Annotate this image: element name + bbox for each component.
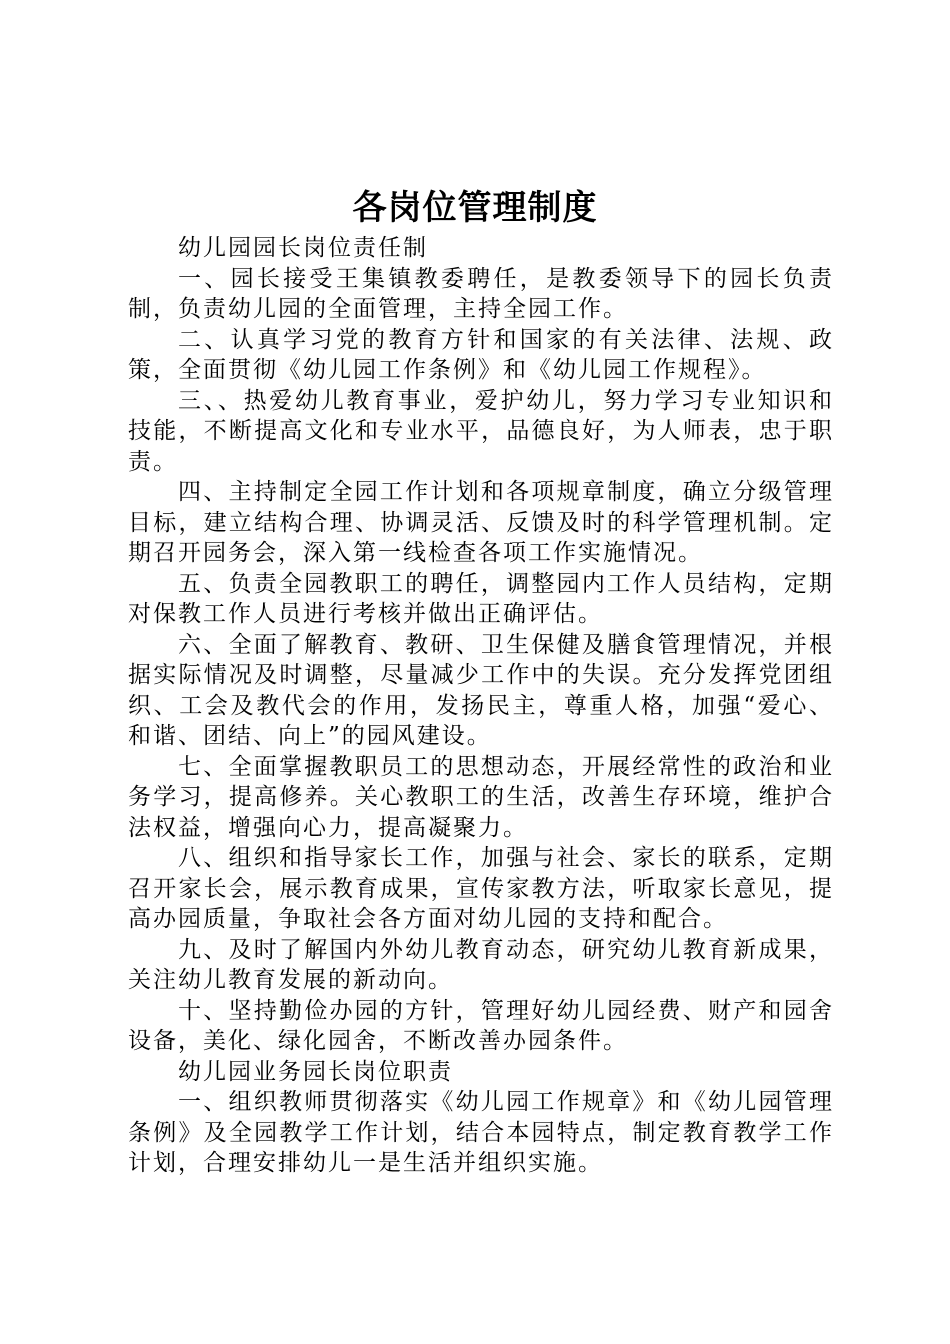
paragraph: 八、组织和指导家长工作，加强与社会、家长的联系，定期召开家长会，展示教育成果，宣传家教方法，听取家长意见，提高办园质量，争取社会各方面对幼儿园的支持和配合。 <box>128 845 834 932</box>
paragraph: 三、、热爱幼儿教育事业，爱护幼儿，努力学习专业知识和技能，不断提高文化和专业水平，品德良好，为人师表，忠于职责。 <box>128 387 834 475</box>
paragraph: 四、主持制定全园工作计划和各项规章制度，确立分级管理目标，建立结构合理、协调灵活、反馈及时的科学管理机制。定期召开园务会，深入第一线检查各项工作实施情况。 <box>128 479 834 566</box>
paragraph: 五、负责全园教职工的聘任，调整园内工作人员结构，定期对保教工作人员进行考核并做出正确评估。 <box>128 570 834 627</box>
paragraph: 六、全面了解教育、教研、卫生保健及膳食管理情况，并根据实际情况及时调整，尽量减少工作中的失误。充分发挥党团组织、工会及教代会的作用，发扬民主，尊重人格，加强“爱心、和谐、团结、向上”的园风建设。 <box>128 631 834 749</box>
paragraph: 七、全面掌握教职员工的思想动态，开展经常性的政治和业务学习，提高修养。关心教职工的生活，改善生存环境，维护合法权益，增强向心力，提高凝聚力。 <box>128 753 834 841</box>
paragraph: 二、认真学习党的教育方针和国家的有关法律、法规、政策，全面贯彻《幼儿园工作条例》和《幼儿园工作规程》。 <box>128 326 834 383</box>
section-heading-vice-principal: 幼儿园业务园长岗位职责 <box>178 1058 453 1085</box>
document-title: 各岗位管理制度 <box>352 188 598 228</box>
paragraph: 一、组织教师贯彻落实《幼儿园工作规章》和《幼儿园管理条例》及全园教学工作计划，结合本园特点，制定教育教学工作计划，合理安排幼儿一是生活并组织实施。 <box>128 1089 834 1176</box>
document-body <box>128 233 834 1179</box>
paragraph: 九、及时了解国内外幼儿教育动态，研究幼儿教育新成果，关注幼儿教育发展的新动向。 <box>128 936 834 993</box>
section-heading-principal: 幼儿园园长岗位责任制 <box>178 235 428 261</box>
paragraph: 十、坚持勤俭办园的方针，管理好幼儿园经费、财产和园舍设备，美化、绿化园舍，不断改善办园条件。 <box>128 997 834 1054</box>
paragraph: 一、园长接受王集镇教委聘任，是教委领导下的园长负责制，负责幼儿园的全面管理，主持全园工作。 <box>128 265 834 322</box>
